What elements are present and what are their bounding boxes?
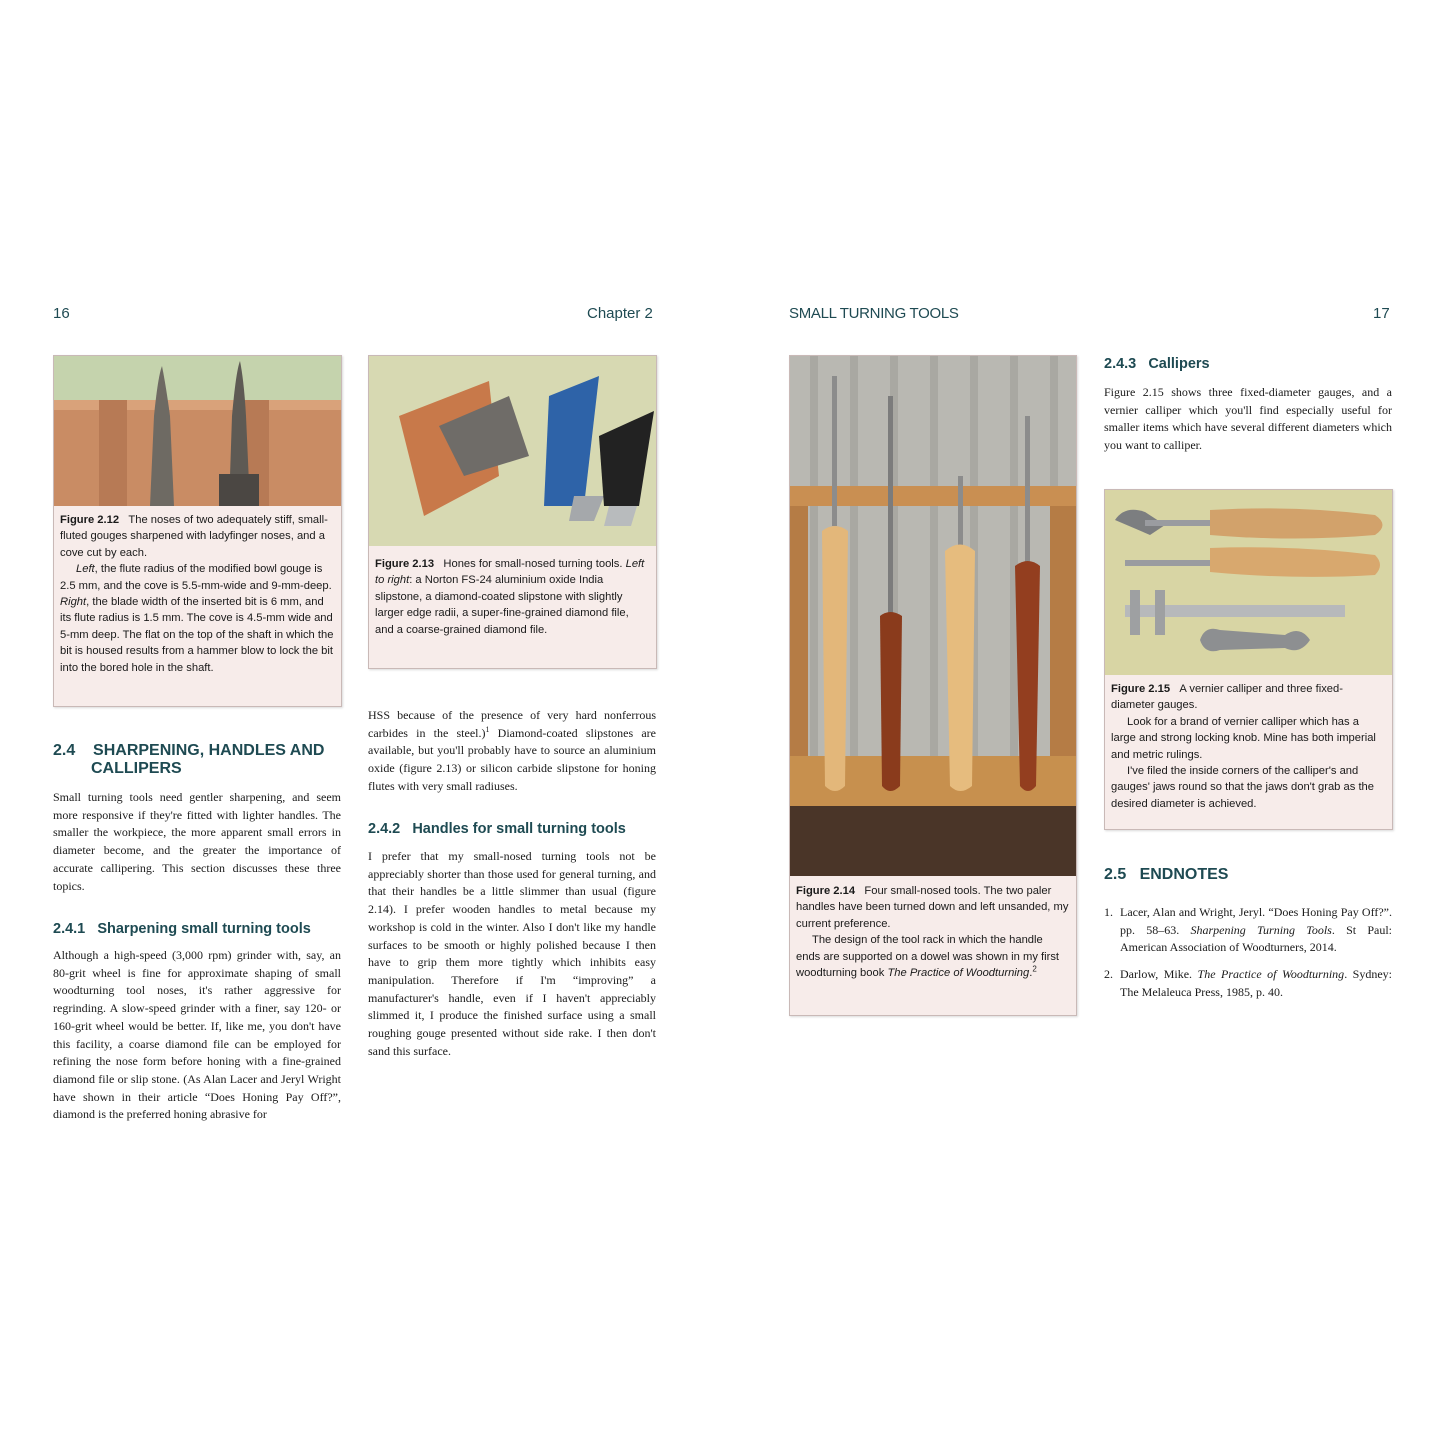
continuation-text-b: Diamond-coated slipstones are available, but you'll probably have to source an aluminium oxide (figure 2.13) or silicon carbide slipstone for honing flutes with very small radiuses. xyxy=(368,725,656,793)
section-2-4-title-line1: SHARPENING, HANDLES AND xyxy=(93,742,325,759)
figure-2-15-label: Figure 2.15 xyxy=(1111,683,1171,695)
section-2-4-1-heading: 2.4.1 Sharpening small turning tools xyxy=(53,921,311,937)
section-2-4-1-body: Although a high-speed (3,000 rpm) grinder with, say, an 80-grit wheel is fine for approximate shaping of small woodturning tool noses, it's rather aggressive for regrinding. A slow-speed grinder with a finer, say 120- or 160-grit wheel would be better. If, like me, you don't have this facility, a coarse diamond file can be employed for refining the nose form before honing with a fine-grained diamond file or slip stone. (As Alan Lacer and Jeryl Wright have shown in their article “Does Honing Pay Off?”, diamond is the preferred honing abrasive for xyxy=(53,948,341,1122)
endnote-2-text-b: . Sydney: The Melaleuca Press, 1985, p. 40. xyxy=(1120,967,1393,999)
figure-2-14-caption-1: Four small-nosed tools. The two paler handles have been turned down and left unsanded, my current preference. xyxy=(796,885,1069,930)
figure-2-12-photo xyxy=(54,356,341,506)
endnote-1-text-a: Lacer, Alan and Wright, Jeryl. “Does Honing Pay Off?”. pp. 58–63. xyxy=(1120,905,1392,937)
figure-2-14 xyxy=(789,355,1077,1016)
figure-2-14-photo xyxy=(790,356,1076,876)
figure-2-13-caption-b: : a Norton FS-24 aluminium oxide India slipstone, a diamond-coated slipstone with slightly larger edge radii, a super-fine-grained diamond file, and a coarse-grained diamond file. xyxy=(375,574,629,636)
figure-2-14-caption-2b: . xyxy=(1029,967,1033,980)
section-2-4-heading xyxy=(53,742,353,778)
section-2-4-title-line2: CALLIPERS xyxy=(91,760,182,777)
figure-2-15-caption-1: A vernier calliper and three fixed-diameter gauges. xyxy=(1111,683,1343,712)
section-2-4-3-heading: 2.4.3 Callipers xyxy=(1104,356,1210,372)
continuation-text-a: HSS because of the presence of very hard nonferrous carbides in the steel.) xyxy=(368,708,656,740)
right-running-head: SMALL TURNING TOOLS xyxy=(789,305,959,322)
section-2-4-3-body: Figure 2.15 shows three fixed-diameter gauges, and a vernier calliper which you'll find especially useful for smaller items which have several different diameters which you want to calliper. xyxy=(1104,385,1392,453)
figure-2-13-caption-a: Hones for small-nosed turning tools. xyxy=(443,558,626,570)
figure-2-12-caption-2b: , the blade width of the inserted bit is 6 mm, and its flute radius is 1.5 mm. The cove is 4.5-mm wide and 5-mm deep. The flat on the top of the shaft in which the bit is housed results from a hammer blow to lock the bit into the bored hole in the shaft. xyxy=(60,596,334,674)
figure-2-13 xyxy=(368,355,657,669)
figure-2-12-label: Figure 2.12 xyxy=(60,514,120,526)
left-running-head: Chapter 2 xyxy=(587,305,653,322)
figure-2-12-caption-em1: Left xyxy=(76,563,95,576)
figure-2-14-label: Figure 2.14 xyxy=(796,885,856,897)
figure-2-15-caption-2: Look for a brand of vernier calliper which has a large and strong locking knob. Mine has both imperial and metric rulings. xyxy=(1111,715,1376,761)
figure-2-15-caption-3: I've filed the inside corners of the calliper's and gauges' jaws round so that the jaws don't grab as the desired diameter is achieved. xyxy=(1111,765,1374,810)
figure-2-15 xyxy=(1104,489,1393,830)
figure-2-12-caption-em2: Right xyxy=(60,596,87,609)
figure-2-12-caption-2a: , the flute radius of the modified bowl gouge is 2.5 mm, and the cove is 5.5-mm-wide and 9-mm-deep. xyxy=(60,563,332,592)
footnote-ref-1: 1 xyxy=(485,724,490,734)
left-page-number: 16 xyxy=(53,305,70,322)
section-2-4-number: 2.4 xyxy=(53,742,76,759)
figure-2-14-caption-em: The Practice of Woodturning xyxy=(887,967,1030,980)
figure-2-13-photo xyxy=(369,356,656,546)
section-2-4-body: Small turning tools need gentler sharpening, and seem more responsive if they're fitted with lighter handles. The smaller the workpiece, the more apparent small errors in diameter become, and the greater the importance of accurate callipering. This section discusses these three topics. xyxy=(53,790,341,893)
endnote-2 xyxy=(1104,966,1392,1001)
figure-2-13-caption-em: Left to right xyxy=(375,558,645,587)
endnote-1-title: Sharpening Turning Tools xyxy=(1190,922,1332,937)
figure-2-14-footnote-ref: 2 xyxy=(1032,964,1037,974)
endnote-2-text-a: Darlow, Mike. xyxy=(1120,967,1198,981)
section-2-4-2-body: I prefer that my small-nosed turning tools not be appreciably shorter than those used for general turning, and that their handles be a little slimmer than usual (figure 2.14). I prefer wooden handles to metal because my workshop is cold in the winter. Also I don't like my handle surfaces to be smooth or highly polished because I then have to grip them more tightly which inhibits easy manipulation. Therefore if I'm “improving” a manufacturer's handle, even if I haven't appreciably slimmed it, I produce the finished surface using a small roughing gouge presented without side rake. I then don't sand this surface. xyxy=(368,849,656,1058)
section-2-5-heading: 2.5 ENDNOTES xyxy=(1104,866,1229,883)
figure-2-12 xyxy=(53,355,342,707)
section-2-4-2-heading: 2.4.2 Handles for small turning tools xyxy=(368,821,626,837)
figure-2-15-photo xyxy=(1105,490,1392,675)
figure-2-14-caption-2a: The design of the tool rack in which the handle ends are supported on a dowel was shown in my first woodturning book xyxy=(796,934,1060,980)
figure-2-12-caption-1: The noses of two adequately stiff, small-fluted gouges sharpened with ladyfinger noses, and a cove cut by each. xyxy=(60,514,328,559)
column-2-continuation xyxy=(368,707,656,796)
endnote-1-text-b: . St Paul: American Association of Woodturners, 2014. xyxy=(1120,922,1392,955)
figure-2-13-label: Figure 2.13 xyxy=(375,558,435,570)
endnote-2-title: The Practice of Woodturning xyxy=(1197,967,1345,981)
endnote-2-number: 2. xyxy=(1104,967,1113,981)
endnote-1 xyxy=(1104,904,1392,957)
right-page-number: 17 xyxy=(1373,305,1390,322)
endnote-1-number: 1. xyxy=(1104,905,1113,919)
